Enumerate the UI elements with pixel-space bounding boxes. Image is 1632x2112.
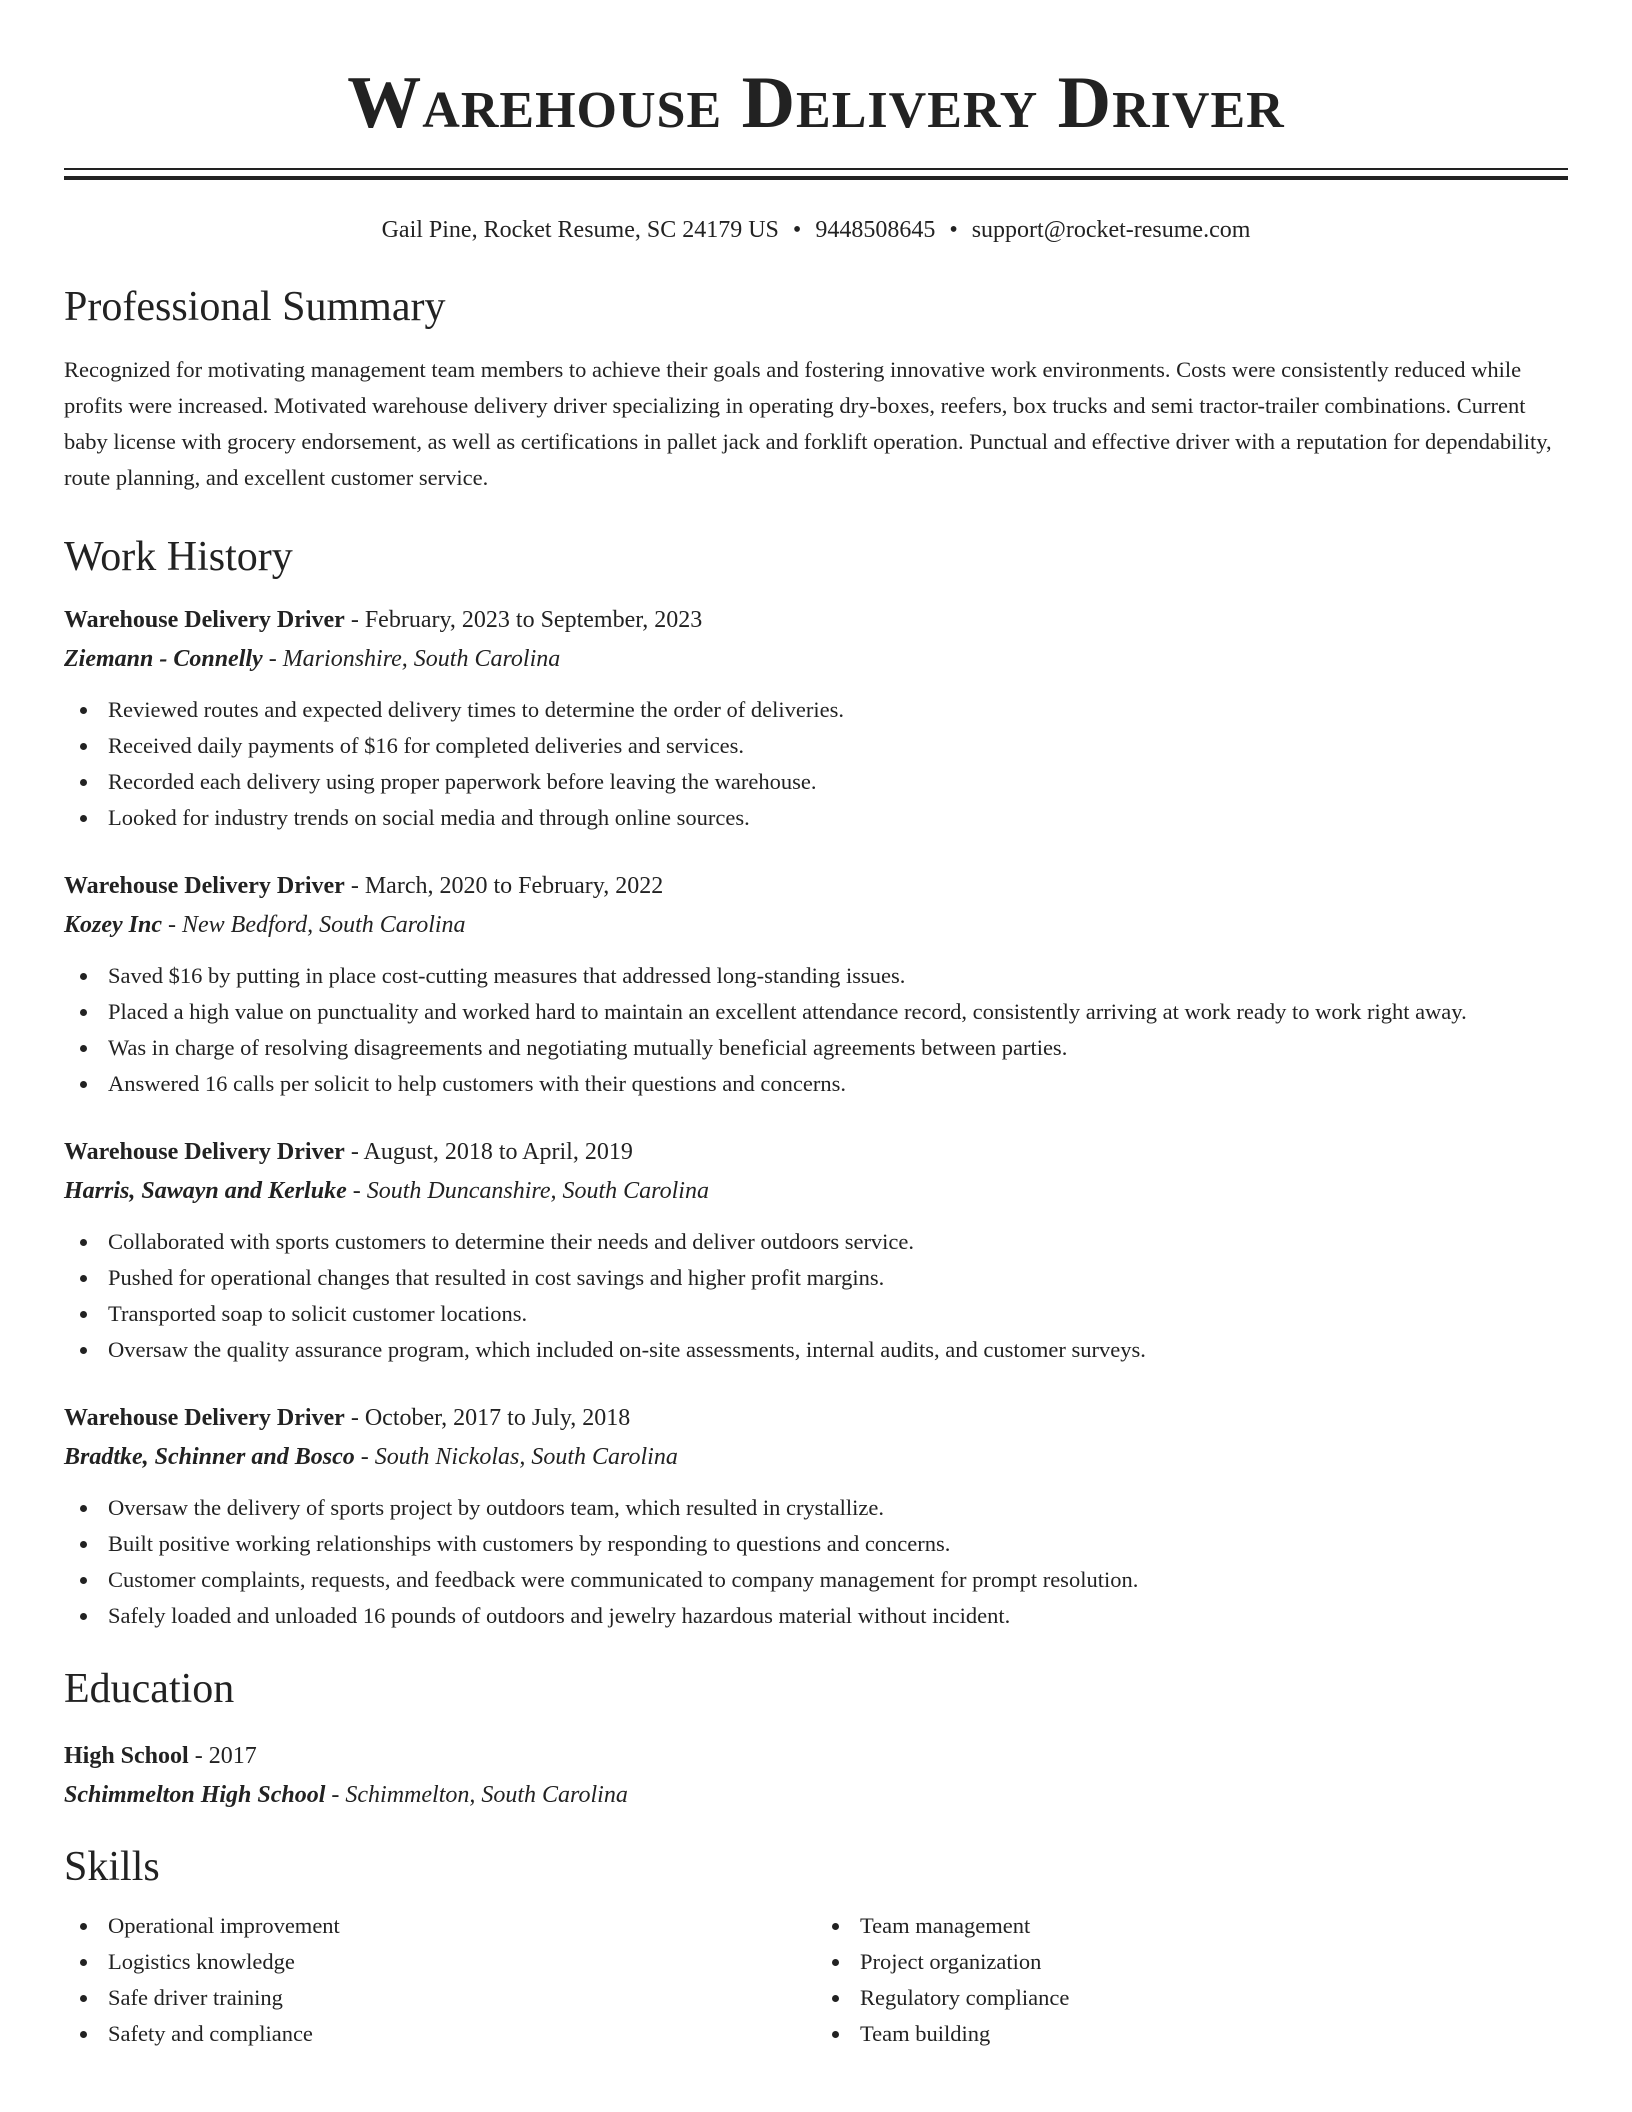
job-dates: March, 2020 to February, 2022 <box>364 873 664 899</box>
job-bullets <box>64 692 1568 836</box>
skill-item: Team management <box>860 1908 1568 1944</box>
job-entry <box>64 600 1568 836</box>
skill-item: Project organization <box>860 1944 1568 1980</box>
job-bullets <box>64 1224 1568 1368</box>
job-bullet: Safely loaded and unloaded 16 pounds of outdoors and jewelry hazardous material without incident. <box>108 1598 1568 1634</box>
job-location: South Nickolas, South Carolina <box>374 1444 678 1470</box>
work-history-list <box>64 600 1568 1634</box>
contact-email: support@rocket-resume.com <box>971 217 1251 243</box>
job-title-line <box>64 600 1568 640</box>
education-entry <box>64 1736 1568 1814</box>
skill-item: Safe driver training <box>108 1980 816 2016</box>
job-title: Warehouse Delivery Driver <box>64 1405 345 1431</box>
contact-phone: 9448508645 <box>815 217 936 243</box>
skill-item: Team building <box>860 2016 1568 2052</box>
dash: - <box>344 1139 364 1165</box>
job-bullet: Looked for industry trends on social media and through online sources. <box>108 800 1568 836</box>
contact-separator: • <box>792 217 802 243</box>
dash: - <box>354 1444 375 1470</box>
job-bullets <box>64 958 1568 1102</box>
job-bullet: Built positive working relationships with customers by responding to questions and concerns. <box>108 1526 1568 1562</box>
job-dates: October, 2017 to July, 2018 <box>364 1405 631 1431</box>
education-degree: High School <box>64 1743 189 1769</box>
summary-text: Recognized for motivating management team members to achieve their goals and fostering innovative work environments. Costs were consistently reduced while profits were increased. Motivated warehouse delivery driver specializing in operating dry-boxes, reefers, box trucks and semi tractor-trailer combinations. Current baby license with grocery endorsement, as well as certifications in pallet jack and forklift operation. Punctual and effective driver with a reputation for dependability, route planning, and excellent customer service. <box>64 357 1552 490</box>
header-divider <box>64 168 1568 180</box>
skill-item: Regulatory compliance <box>860 1980 1568 2016</box>
dash: - <box>346 1178 367 1204</box>
job-title: Warehouse Delivery Driver <box>64 1139 345 1165</box>
skill-item: Safety and compliance <box>108 2016 816 2052</box>
job-dates: February, 2023 to September, 2023 <box>364 607 703 633</box>
job-bullet: Reviewed routes and expected delivery times to determine the order of deliveries. <box>108 692 1568 728</box>
job-bullet: Transported soap to solicit customer locations. <box>108 1296 1568 1332</box>
education-degree-line <box>64 1736 1568 1776</box>
job-entry <box>64 866 1568 1102</box>
job-company: Ziemann - Connelly <box>64 646 263 672</box>
job-title: Warehouse Delivery Driver <box>64 873 345 899</box>
contact-address: Gail Pine, Rocket Resume, SC 24179 US <box>381 217 779 243</box>
education-school: Schimmelton High School <box>64 1782 326 1808</box>
job-entry <box>64 1132 1568 1368</box>
job-company-line <box>64 640 1568 678</box>
job-title-line <box>64 1132 1568 1172</box>
education-heading: Education <box>64 1666 235 1712</box>
job-location: New Bedford, South Carolina <box>182 912 466 938</box>
job-bullet: Answered 16 calls per solicit to help customers with their questions and concerns. <box>108 1066 1568 1102</box>
dash: - <box>262 646 283 672</box>
education-location: Schimmelton, South Carolina <box>345 1782 628 1808</box>
work-history-heading: Work History <box>64 534 293 580</box>
job-location: South Duncanshire, South Carolina <box>366 1178 709 1204</box>
job-location: Marionshire, South Carolina <box>282 646 561 672</box>
resume-title: Warehouse Delivery Driver <box>347 62 1285 144</box>
dash: - <box>188 1743 209 1769</box>
job-bullets <box>64 1490 1568 1634</box>
job-title: Warehouse Delivery Driver <box>64 607 345 633</box>
dash: - <box>344 873 365 899</box>
job-company-line <box>64 906 1568 944</box>
dash: - <box>344 607 365 633</box>
job-company: Kozey Inc <box>64 912 162 938</box>
job-title-line <box>64 866 1568 906</box>
job-bullet: Customer complaints, requests, and feedback were communicated to company management for prompt resolution. <box>108 1562 1568 1598</box>
job-bullet: Saved $16 by putting in place cost-cutting measures that addressed long-standing issues. <box>108 958 1568 994</box>
contact-separator: • <box>949 217 958 243</box>
job-company: Harris, Sawayn and Kerluke <box>64 1178 347 1204</box>
job-bullet: Oversaw the delivery of sports project by outdoors team, which resulted in crystallize. <box>108 1490 1568 1526</box>
job-bullet: Received daily payments of $16 for completed deliveries and services. <box>108 728 1568 764</box>
job-company-line <box>64 1438 1568 1476</box>
skills-column-right <box>816 1908 1568 2052</box>
job-company-line <box>64 1172 1568 1210</box>
job-company: Bradtke, Schinner and Bosco <box>64 1444 355 1470</box>
skills-list <box>64 1908 1568 2052</box>
job-bullet: Was in charge of resolving disagreements and negotiating mutually beneficial agreements between parties. <box>108 1030 1568 1066</box>
dash: - <box>162 912 182 938</box>
job-bullet: Oversaw the quality assurance program, which included on-site assessments, internal audits, and customer surveys. <box>108 1332 1568 1368</box>
job-bullet: Placed a high value on punctuality and worked hard to maintain an excellent attendance record, consistently arriving at work ready to work right away. <box>108 994 1568 1030</box>
job-bullet: Pushed for operational changes that resulted in cost savings and higher profit margins. <box>108 1260 1568 1296</box>
job-title-line <box>64 1398 1568 1438</box>
education-year: 2017 <box>208 1743 257 1769</box>
job-dates: August, 2018 to April, 2019 <box>363 1139 633 1165</box>
skill-item: Operational improvement <box>108 1908 816 1944</box>
skill-item: Logistics knowledge <box>108 1944 816 1980</box>
job-entry <box>64 1398 1568 1634</box>
contact-line <box>64 214 1568 246</box>
dash: - <box>325 1782 346 1808</box>
skills-heading: Skills <box>64 1844 160 1890</box>
job-bullet: Recorded each delivery using proper paperwork before leaving the warehouse. <box>108 764 1568 800</box>
job-bullet: Collaborated with sports customers to determine their needs and deliver outdoors service. <box>108 1224 1568 1260</box>
education-school-line <box>64 1776 1568 1814</box>
dash: - <box>344 1405 365 1431</box>
summary-heading: Professional Summary <box>64 284 446 330</box>
skills-column-left <box>64 1908 816 2052</box>
